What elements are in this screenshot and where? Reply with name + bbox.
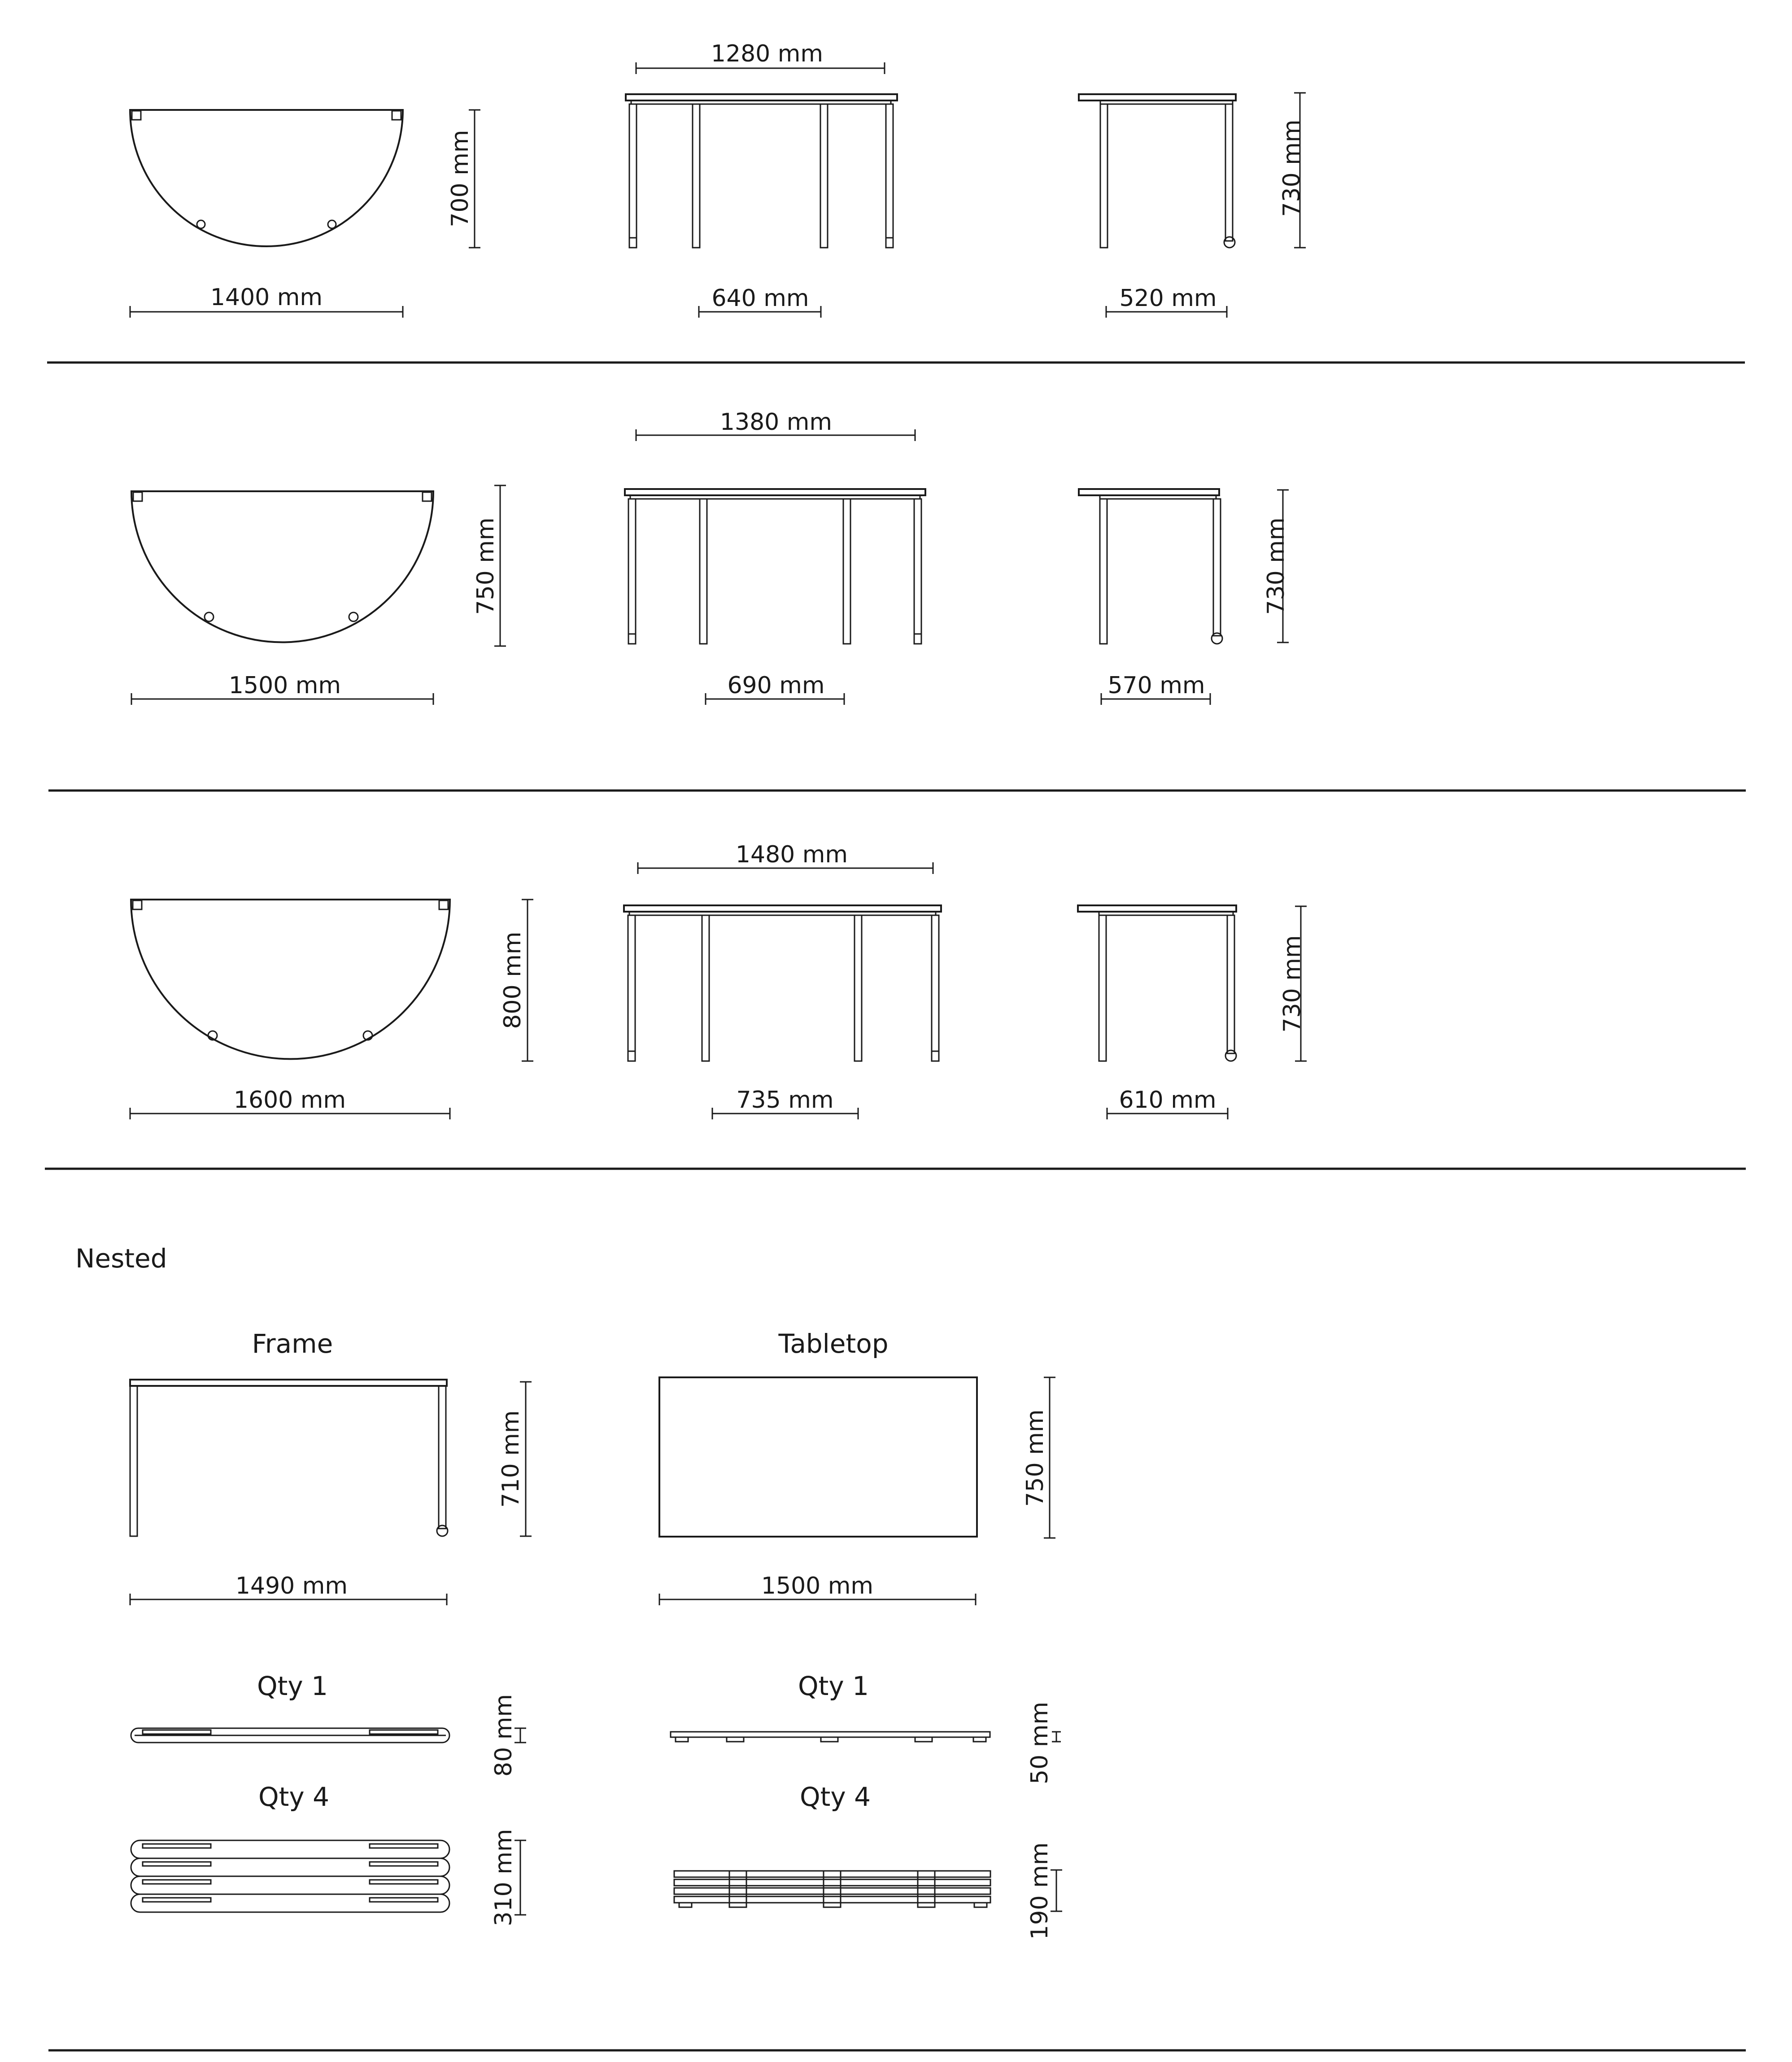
nested-tabletop-width-label: 1500 mm: [761, 1573, 874, 1599]
row1-side-width-label: 520 mm: [1119, 285, 1217, 312]
row2-front-bottom-label: 690 mm: [727, 672, 825, 699]
row1-side-view: [1079, 94, 1236, 248]
nested-tabletop-qty1-label: Qty 1: [798, 1671, 869, 1701]
nested-frame-title: Frame: [252, 1328, 333, 1359]
row3-side-height-label: 730 mm: [1279, 935, 1306, 1033]
row3-side-width-label: 610 mm: [1119, 1087, 1216, 1114]
row3-side-view: [1078, 905, 1236, 1061]
row2-top-view: [131, 491, 433, 642]
row2-top-width-label: 1500 mm: [228, 672, 341, 699]
row1-front-bottom-label: 640 mm: [711, 285, 809, 312]
row3-front-view: [624, 905, 941, 1061]
nested-tabletop-view: [659, 1377, 977, 1537]
row1-top-width-label: 1400 mm: [210, 284, 323, 311]
nested-heading: Nested: [75, 1243, 167, 1274]
row2-top-depth-label: 750 mm: [472, 517, 499, 615]
nested-tabletop-qty4-label: Qty 4: [799, 1782, 871, 1812]
nested-tabletop-qty1-dimension: [1052, 1732, 1061, 1742]
nested-frame-qty1-height: 80 mm: [490, 1694, 517, 1777]
nested-tabletop-qty1-stack: [671, 1732, 990, 1742]
row2-side-view: [1079, 489, 1222, 644]
nested-frame-qty1-label: Qty 1: [257, 1671, 328, 1701]
row2-side-width-label: 570 mm: [1107, 672, 1205, 699]
nested-tabletop-title: Tabletop: [778, 1328, 889, 1359]
row3-top-depth-label: 800 mm: [499, 931, 526, 1029]
row2-front-view: [625, 489, 925, 644]
nested-frame-qty4-height: 310 mm: [490, 1829, 517, 1927]
nested-frame-qty4-label: Qty 4: [258, 1782, 330, 1812]
row1-top-depth-label: 700 mm: [447, 130, 474, 227]
nested-tabletop-height-label: 750 mm: [1022, 1409, 1049, 1507]
row3-top-view: [131, 900, 450, 1059]
nested-frame-qty1-stack: [131, 1728, 449, 1743]
row1-front-view: [626, 94, 897, 248]
nested-tabletop-qty1-height: 50 mm: [1026, 1701, 1053, 1785]
nested-frame-width-label: 1490 mm: [235, 1573, 348, 1599]
nested-tabletop-qty4-stack: [674, 1871, 990, 1907]
nested-frame-qty4-stack: [131, 1840, 449, 1912]
nested-frame-view: [130, 1380, 448, 1536]
row1-side-height-label: 730 mm: [1278, 119, 1305, 217]
row2-front-top-label: 1380 mm: [719, 409, 833, 436]
nested-tabletop-qty4-height: 190 mm: [1026, 1842, 1053, 1940]
row3-top-width-label: 1600 mm: [233, 1087, 346, 1114]
row2-side-height-label: 730 mm: [1263, 517, 1290, 615]
nested-frame-height-label: 710 mm: [497, 1410, 524, 1508]
row1-top-view: [130, 110, 403, 246]
row3-front-bottom-label: 735 mm: [736, 1087, 834, 1114]
row3-front-top-label: 1480 mm: [735, 841, 848, 868]
row1-front-top-label: 1280 mm: [711, 40, 824, 67]
